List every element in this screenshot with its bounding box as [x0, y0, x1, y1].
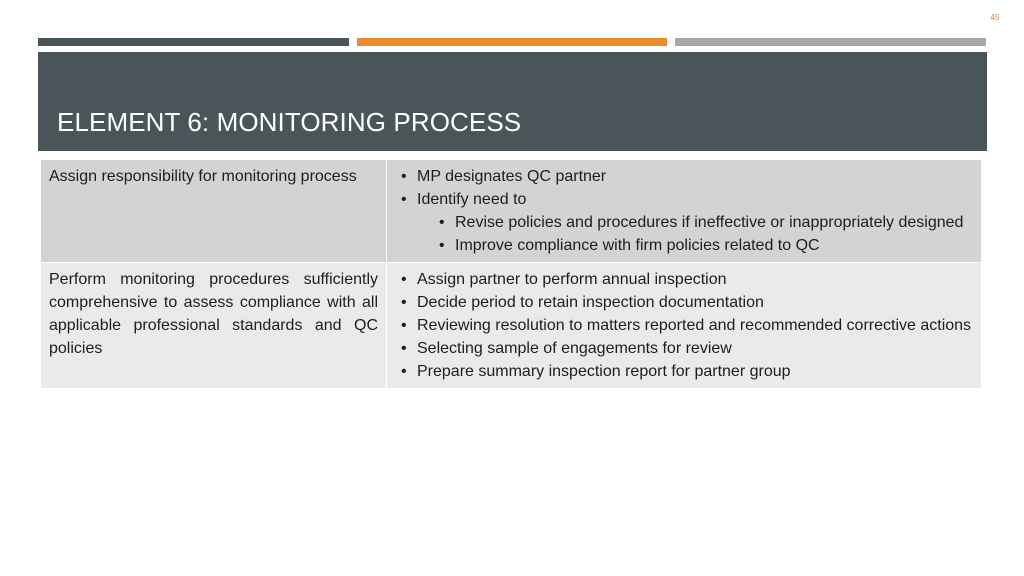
title-band	[38, 52, 987, 151]
table-row	[41, 160, 982, 263]
list-item: • Reviewing resolution to matters reported and recommended corrective actions	[395, 314, 973, 337]
list-item: • Assign partner to perform annual inspection	[395, 268, 973, 291]
table-row	[41, 263, 982, 389]
slide-title: ELEMENT 6: MONITORING PROCESS	[57, 107, 522, 137]
list-item: • Identify need to	[395, 188, 973, 211]
monitoring-table	[40, 159, 982, 389]
table-cell-requirement: Perform monitoring procedures sufficiently comprehensive to assess compliance with all applicable professional standards and QC policies	[41, 263, 387, 389]
list-item: • MP designates QC partner	[395, 165, 973, 188]
accent-bar-dark	[38, 38, 349, 46]
table-cell-requirement: Assign responsibility for monitoring process	[41, 160, 387, 263]
accent-bar-gray	[675, 38, 986, 46]
page-number: 45	[990, 13, 1000, 22]
list-item: • Decide period to retain inspection documentation	[395, 291, 973, 314]
sub-list-item: • Improve compliance with firm policies related to QC	[433, 234, 973, 257]
table-cell-actions	[387, 263, 982, 389]
table-cell-actions	[387, 160, 982, 263]
sub-list-item: • Revise policies and procedures if ineffective or inappropriately designed	[433, 211, 973, 234]
list-item: • Selecting sample of engagements for review	[395, 337, 973, 360]
accent-bar-orange	[357, 38, 667, 46]
list-item: • Prepare summary inspection report for partner group	[395, 360, 973, 383]
